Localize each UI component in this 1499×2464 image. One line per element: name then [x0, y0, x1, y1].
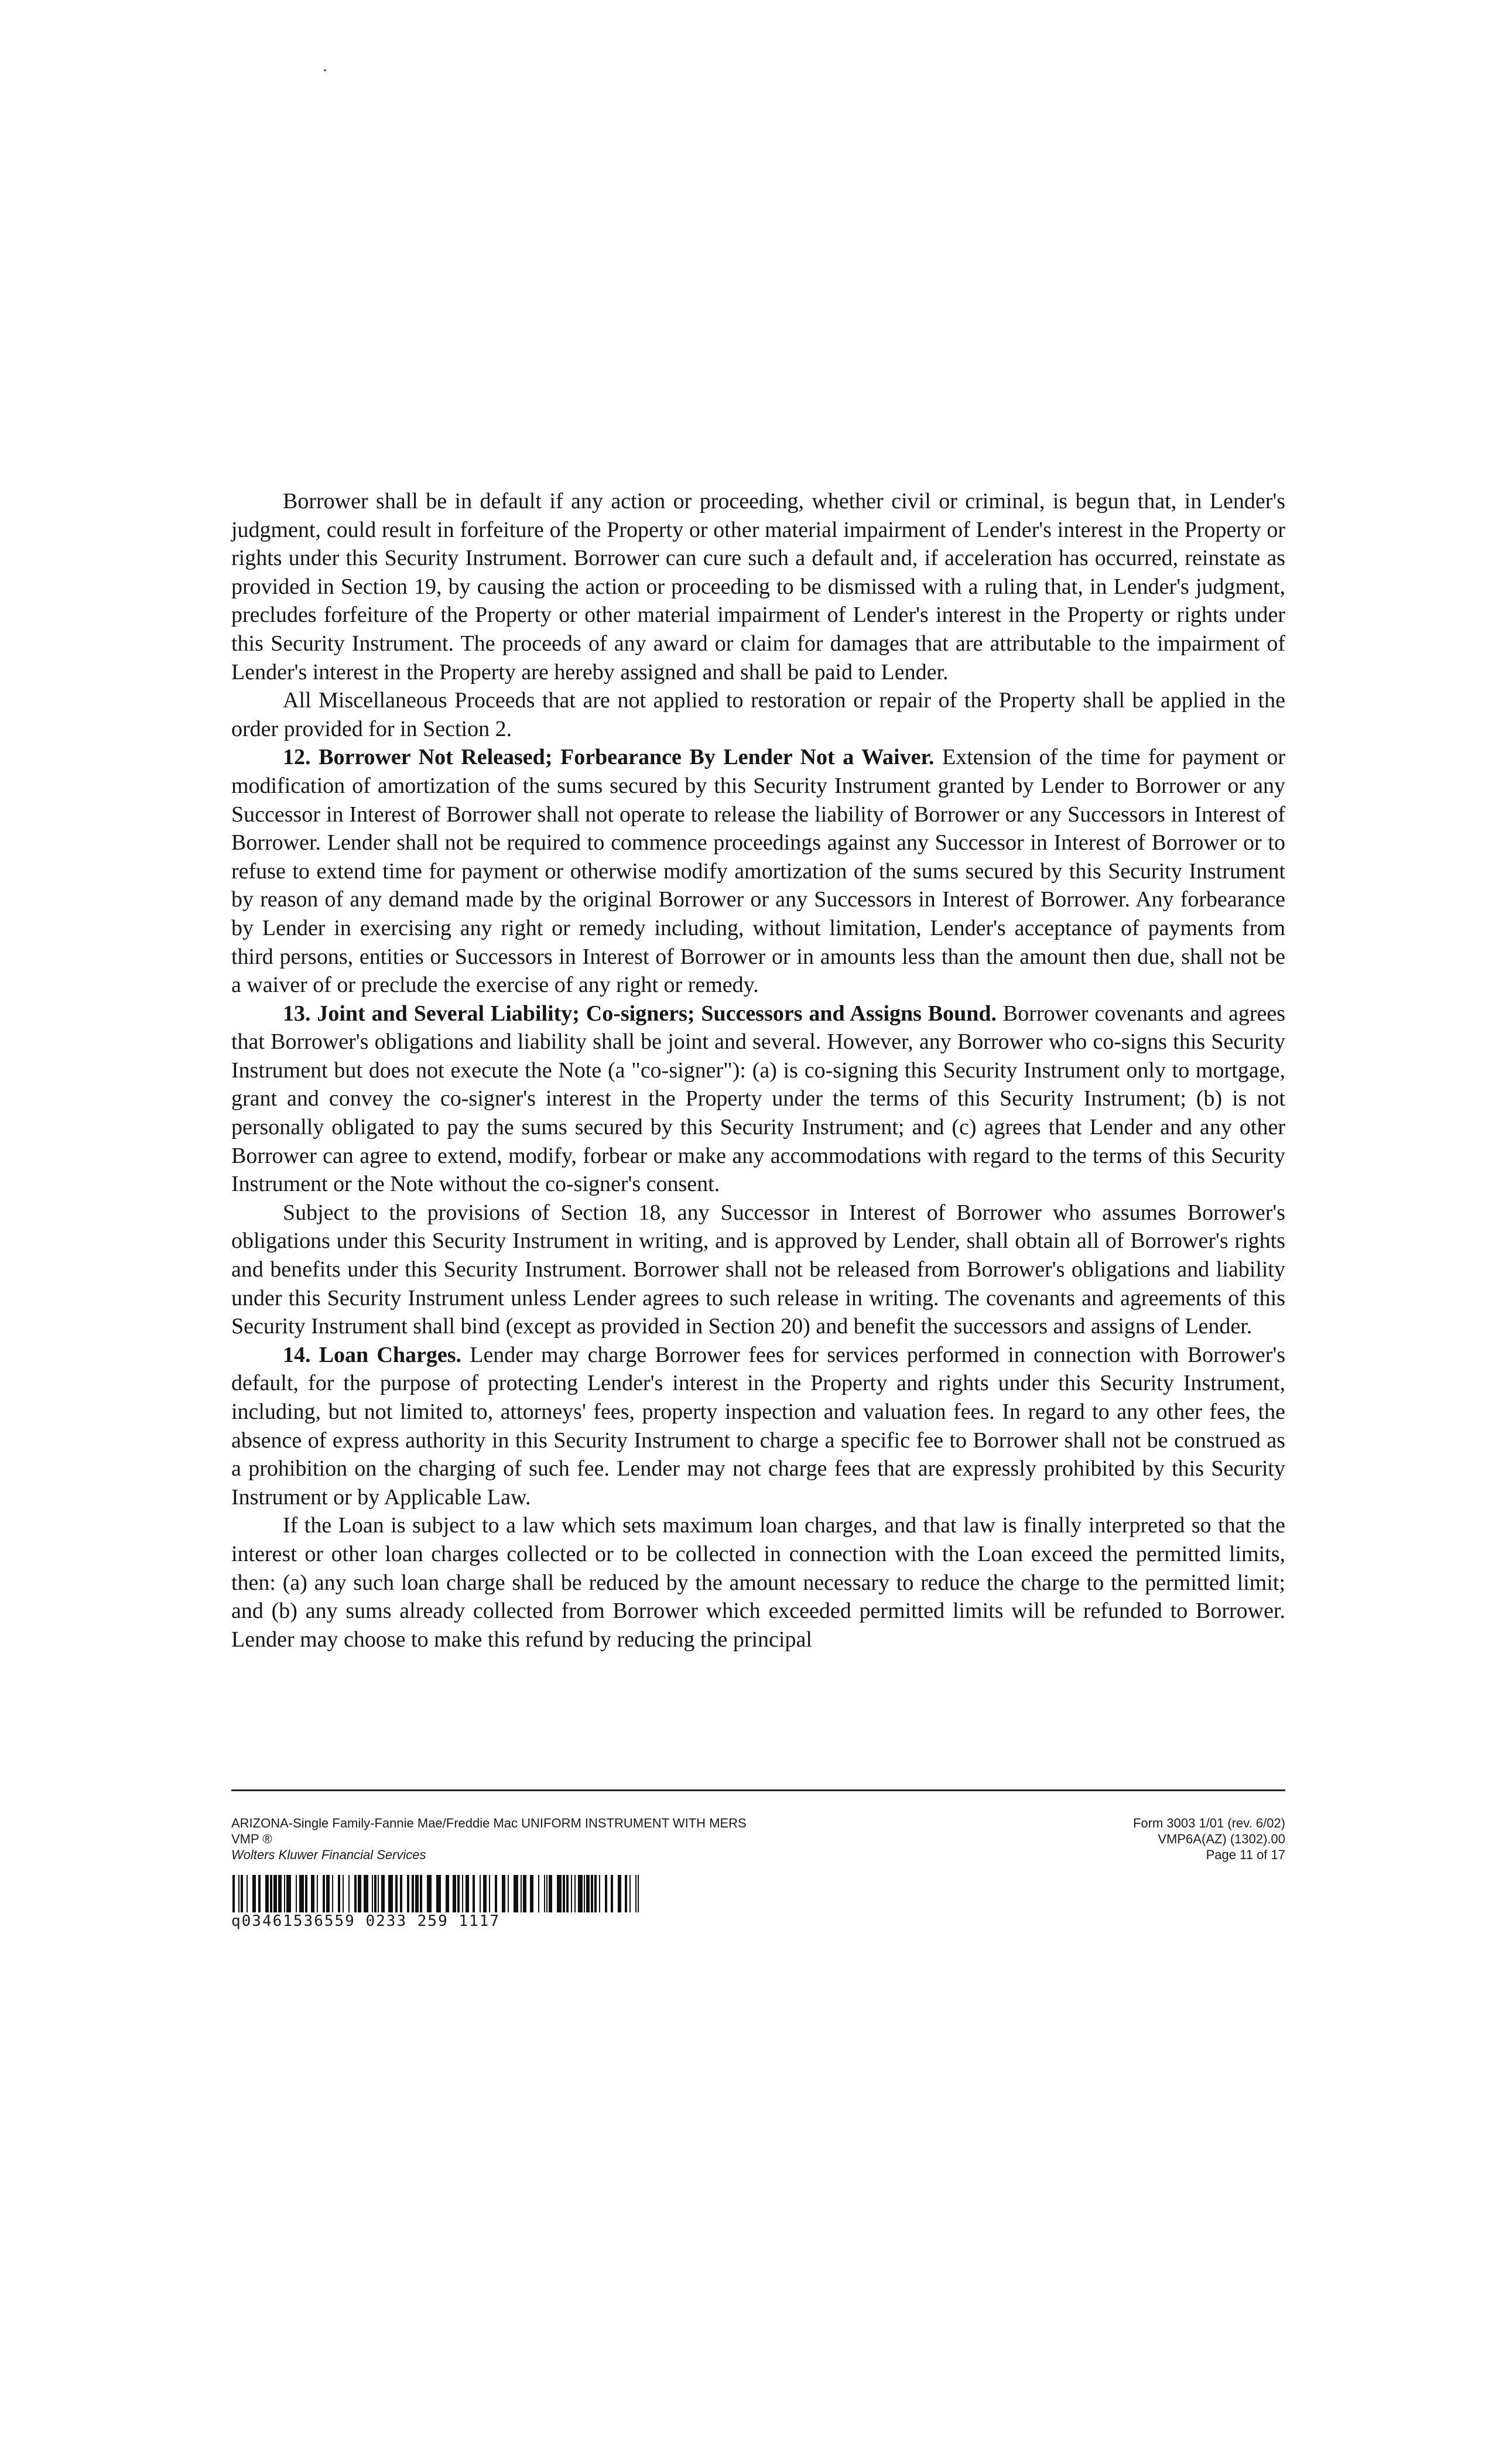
barcode-number: q03461536559 0233 259 1117 — [231, 1912, 500, 1930]
barcode-bar — [462, 1875, 463, 1912]
barcode-bar — [586, 1875, 590, 1912]
section-heading: 14. Loan Charges. — [283, 1342, 462, 1367]
barcode-bar — [317, 1875, 318, 1912]
barcode-bar — [286, 1875, 291, 1912]
barcode-bar — [483, 1875, 487, 1912]
barcode-bar — [299, 1875, 304, 1912]
barcode-bar — [502, 1875, 505, 1912]
barcode-bar — [265, 1875, 269, 1912]
footer-form-code: VMP6A(AZ) (1302).00 — [1158, 1832, 1285, 1846]
footer-form-title — [231, 1815, 934, 1863]
barcode-bar — [305, 1875, 307, 1912]
paragraph-text: All Miscellaneous Proceeds that are not applied to restoration or repair of the Property shall be applied in the order provided for in Section 2. — [231, 688, 1285, 741]
barcode-bar — [544, 1875, 545, 1912]
paragraph-text: Borrower covenants and agrees that Borrower's obligations and liability shall be joint and several. However, any Borrower who co-signs this Security Instrument but does not execute the Note (a "co-signer"): (a) is co-signing this Security Instrument only to mortgage, grant and convey the co-signer's interest in the Property under the terms of this Security Instrument; (b) is not personally obligated to pay the sums secured by this Security Instrument; and (c) agrees that Lender and any other Borrower can agree to extend, modify, forbear or make any accommodations with regard to the terms of this Security Instrument or the Note without the co-signer's consent. — [231, 1001, 1286, 1197]
barcode-bar — [241, 1875, 243, 1912]
barcode-bar — [571, 1875, 572, 1912]
barcode-bar — [466, 1875, 469, 1912]
barcode-bar — [457, 1875, 460, 1912]
paragraph-text: Subject to the provisions of Section 18, any Successor in Interest of Borrower who assumes Borrower's obligations under this Security Instrument in writing, and is approved by Lender, shall obtain all of Borrower's rights and benefits under this Security Instrument. Borrower shall not be released from Borrower's obligations and liability under this Security Instrument unless Lender agrees to such release in writing. The covenants and agreements of this Security Instrument shall bind (except as provided in Section 20) and benefit the successors and assigns of Lender. — [231, 1200, 1285, 1339]
barcode-bar — [473, 1875, 475, 1912]
paragraph — [231, 1199, 1285, 1341]
barcode-bar — [523, 1875, 526, 1912]
footer-divider — [231, 1789, 1285, 1791]
document-body — [231, 487, 1285, 1654]
barcode-bar — [400, 1875, 402, 1912]
barcode-bar — [563, 1875, 565, 1912]
barcode-bar — [296, 1875, 297, 1912]
paragraph-text: If the Loan is subject to a law which sets maximum loan charges, and that law is finally interpreted so that the interest or other loan charges collected or to be collected in connection with the Loan exceed the permitted limits, then: (a) any such loan charge shall be reduced by the amount necessary to reduce the charge to the permitted limit; and (b) any sums already collected from Borrower which exceeded permitted limits will be refunded to Borrower. Lender may choose to make this refund by reducing the principal — [231, 1513, 1285, 1652]
barcode-bar — [358, 1875, 361, 1912]
barcode-bar — [372, 1875, 373, 1912]
barcode-bar — [412, 1875, 414, 1912]
barcode-bar — [354, 1875, 357, 1912]
barcode-image — [231, 1875, 641, 1912]
barcode-bar — [508, 1875, 509, 1912]
barcode-bar — [629, 1875, 631, 1912]
barcode-bar — [252, 1875, 256, 1912]
paragraph — [231, 686, 1285, 743]
barcode-bar — [232, 1875, 235, 1912]
paragraph — [231, 487, 1285, 686]
barcode-bar — [388, 1875, 393, 1912]
footer-vmp-mark: VMP ® — [231, 1832, 272, 1846]
barcode-bar — [453, 1875, 456, 1912]
paragraph-text: Lender may charge Borrower fees for services performed in connection with Borrower's default, for the purpose of protecting Lender's interest in the Property and rights under this Security Instrument, including, but not limited to, attorneys' fees, property inspection and valuation fees. In regard to any other fees, the absence of express authority in this Security Instrument to charge a specific fee to Borrower shall not be construed as a prohibition on the charging of such fee. Lender may not charge fees that are expressly prohibited by this Security Instrument or by Applicable Law. — [231, 1342, 1285, 1510]
barcode-bar — [546, 1875, 547, 1912]
barcode-bar — [415, 1875, 419, 1912]
barcode-bar — [549, 1875, 552, 1912]
barcode-bar — [611, 1875, 613, 1912]
barcode-bar — [278, 1875, 282, 1912]
barcode-bar — [364, 1875, 368, 1912]
paragraph-text: Extension of the time for payment or modification of amortization of the sums secured by this Security Instrument granted by Lender to Borrower or any Successor in Interest of Borrower shall not operate to release the liability of Borrower or any Successors in Interest of Borrower. Lender shall not be required to commence proceedings against any Successor in Interest of Borrower or to refuse to extend time for payment or otherwise modify amortization of the sums secured by this Security Instrument by reason of any demand made by the original Borrower or any Successors in Interest of Borrower. Any forbearance by Lender in exercising any right or remedy including, without limitation, Lender's acceptance of payments from third persons, entities or Successors in Interest of Borrower or in amounts less than the amount then due, shall not be a waiver of or preclude the exercise of any right or remedy. — [231, 745, 1285, 998]
barcode-bar — [594, 1875, 597, 1912]
barcode-bar — [323, 1875, 325, 1912]
barcode-bar — [332, 1875, 333, 1912]
paragraph — [231, 1341, 1285, 1512]
paragraph — [231, 1511, 1285, 1654]
barcode-bar — [618, 1875, 621, 1912]
barcode-bar — [521, 1875, 522, 1912]
barcode-bar — [566, 1875, 569, 1912]
barcode-bar — [480, 1875, 481, 1912]
barcode-bar — [407, 1875, 409, 1912]
barcode-bar — [578, 1875, 583, 1912]
barcode-bar — [638, 1875, 639, 1912]
barcode-bar — [284, 1875, 285, 1912]
scan-speck — [324, 69, 326, 71]
paragraph — [231, 1000, 1285, 1199]
barcode-bar — [605, 1875, 607, 1912]
barcode-bar — [378, 1875, 379, 1912]
barcode-bar — [591, 1875, 593, 1912]
barcode-bar — [326, 1875, 330, 1912]
barcode-bar — [381, 1875, 385, 1912]
footer-form-info — [981, 1815, 1285, 1863]
page-number: Page 11 of 17 — [1206, 1847, 1285, 1862]
barcode-bar — [436, 1875, 441, 1912]
barcode-bar — [557, 1875, 562, 1912]
barcode-bar — [514, 1875, 518, 1912]
footer-form-number: Form 3003 1/01 (rev. 6/02) — [1132, 1816, 1285, 1830]
section-heading: 12. Borrower Not Released; Forbearance By Lender Not a Waiver. — [283, 745, 935, 770]
barcode-bar — [599, 1875, 600, 1912]
barcode-bar — [238, 1875, 239, 1912]
barcode-bar — [343, 1875, 344, 1912]
footer-publisher: Wolters Kluwer Financial Services — [231, 1847, 426, 1862]
footer-instrument-name: ARIZONA-Single Family-Fannie Mae/Freddie Mac UNIFORM INSTRUMENT WITH MERS — [231, 1816, 747, 1830]
barcode-bar — [625, 1875, 627, 1912]
barcode-bar — [247, 1875, 248, 1912]
barcode-bar — [427, 1875, 432, 1912]
barcode-bar — [273, 1875, 277, 1912]
section-heading: 13. Joint and Several Liability; Co-signers; Successors and Assigns Bound. — [283, 1001, 997, 1026]
barcode-bar — [311, 1875, 314, 1912]
barcode-bar — [495, 1875, 497, 1912]
barcode-bar — [374, 1875, 377, 1912]
barcode-bar — [446, 1875, 449, 1912]
barcode-bar — [530, 1875, 533, 1912]
barcode-bar — [635, 1875, 636, 1912]
paragraph-text: Borrower shall be in default if any action or proceeding, whether civil or criminal, is begun that, in Lender's judgment, could result in forfeiture of the Property or other material impairment of Lender's interest in the Property or rights under this Security Instrument. Borrower can cure such a default and, if acceleration has occurred, reinstate as provided in Section 19, by causing the action or proceeding to be dismissed with a ruling that, in Lender's judgment, precludes forfeiture of the Property or other material impairment of Lender's interest in the Property or rights under this Security Instrument. The proceeds of any award or claim for damages that are attributable to the impairment of Lender's interest in the Property are hereby assigned and shall be paid to Lender. — [231, 489, 1285, 685]
barcode-bar — [258, 1875, 261, 1912]
barcode-bar — [489, 1875, 490, 1912]
barcode-bar — [420, 1875, 422, 1912]
barcode-bar — [395, 1875, 398, 1912]
barcode-bar — [348, 1875, 350, 1912]
barcode-bar — [574, 1875, 576, 1912]
barcode-bar — [270, 1875, 272, 1912]
paragraph — [231, 743, 1285, 999]
barcode-bar — [338, 1875, 340, 1912]
barcode-bar — [538, 1875, 539, 1912]
barcode-bar — [584, 1875, 585, 1912]
